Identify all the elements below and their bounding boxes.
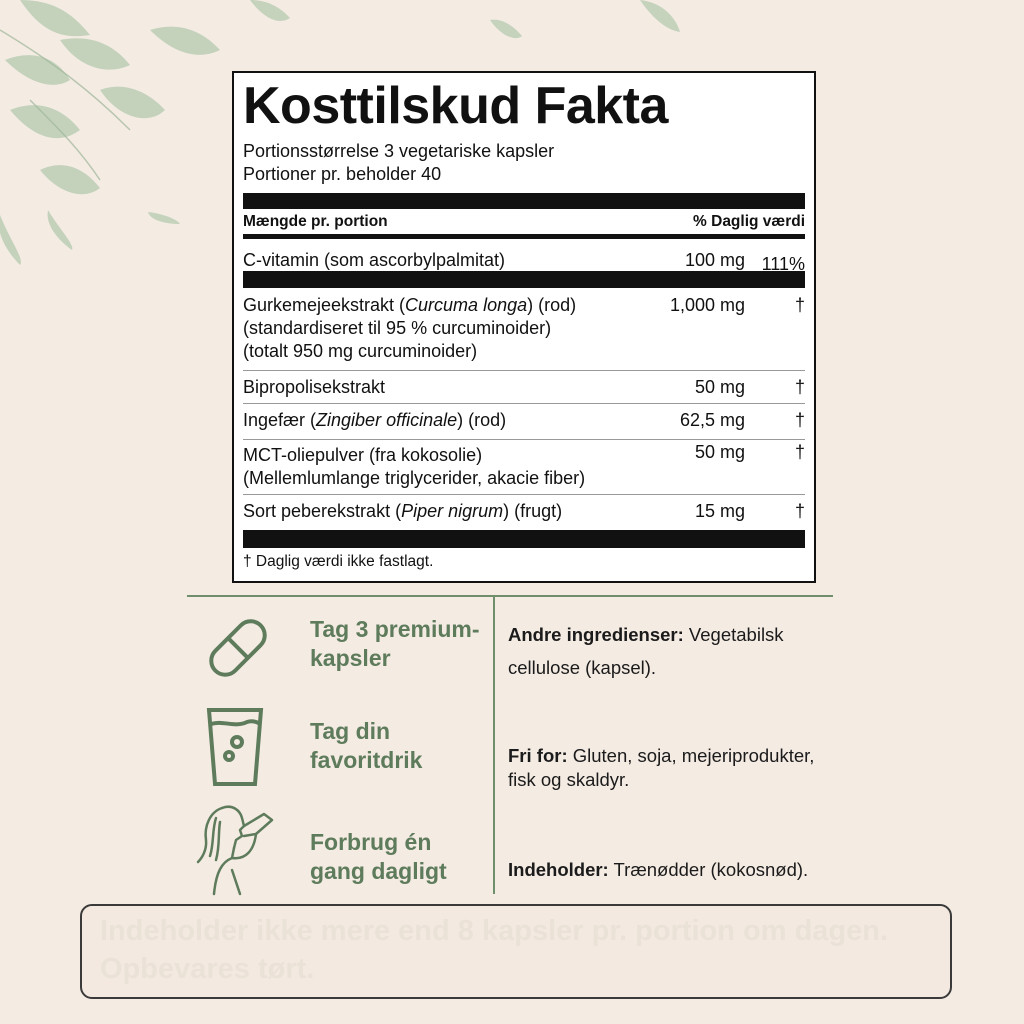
nutrient-name: Gurkemejeekstrakt (Curcuma longa) (rod) (standardiseret til 95 % curcuminoider) (totalt 950 mg curcuminoider) xyxy=(243,295,577,361)
divider-bar xyxy=(243,193,805,209)
nutrient-dv: † xyxy=(794,410,805,430)
divider-bar xyxy=(243,530,805,548)
nutrient-row-mct xyxy=(243,440,805,495)
nutrient-dv: † xyxy=(794,501,805,521)
nutrient-dv: 111% xyxy=(761,254,805,274)
nutrient-name: MCT-oliepulver (fra kokosolie) (Mellemlumlange triglycerider, akacie fiber) xyxy=(243,445,586,488)
header-amount: Mængde pr. portion xyxy=(243,213,388,230)
step-take-drink: Tag din favoritdrik xyxy=(310,718,423,773)
nutrient-amount: 50 mg xyxy=(694,377,745,397)
nutrient-name: Bipropolisekstrakt xyxy=(243,377,386,397)
supplement-facts-panel xyxy=(232,71,816,583)
notice-text: Indeholder ikke mere end 8 kapsler pr. portion om dagen. Opbevares tørt. xyxy=(100,915,889,985)
capsule-icon xyxy=(200,610,276,686)
nutrient-name: C-vitamin (som ascorbylpalmitat) xyxy=(243,250,506,270)
nutrient-dv: † xyxy=(794,377,805,397)
servings-per-container: Portioner pr. beholder 40 xyxy=(243,164,442,184)
nutrient-row-turmeric xyxy=(243,288,805,371)
free-from: Fri for: Gluten, soja, mejeriprodukter, fisk og skaldyr. xyxy=(508,745,815,790)
step-take-capsules: Tag 3 premium- kapsler xyxy=(310,616,480,671)
nutrient-row-propolis xyxy=(243,371,805,404)
nutrient-row-vitamin-c xyxy=(243,239,805,274)
column-divider xyxy=(493,596,495,894)
facts-title: Kosttilskud Fakta xyxy=(243,77,668,135)
other-ingredients: Andre ingredienser: Vegetabilsk cellulose (kapsel). xyxy=(508,624,784,678)
header-daily-value: % Daglig værdi xyxy=(693,213,805,230)
nutrient-row-ginger xyxy=(243,404,805,440)
nutrient-amount: 15 mg xyxy=(694,501,745,521)
glass-icon xyxy=(205,706,265,788)
nutrient-amount: 62,5 mg xyxy=(679,410,745,430)
woman-drinking-icon xyxy=(192,800,292,896)
step-consume-daily: Forbrug én gang dagligt xyxy=(310,829,447,884)
allergen-contains: Indeholder: Trænødder (kokosnød). xyxy=(508,859,809,880)
section-divider xyxy=(187,595,833,597)
notice-box xyxy=(80,904,952,999)
nutrient-amount: 1,000 mg xyxy=(669,295,745,315)
facts-header-row xyxy=(243,209,805,234)
nutrient-dv: † xyxy=(794,442,805,462)
nutrient-row-black-pepper xyxy=(243,495,805,530)
nutrient-amount: 50 mg xyxy=(694,442,745,462)
nutrient-name: Ingefær (Zingiber officinale) (rod) xyxy=(243,410,507,430)
serving-size: Portionsstørrelse 3 vegetariske kapsler xyxy=(243,141,555,161)
footnote: † Daglig værdi ikke fastlagt. xyxy=(243,553,434,570)
divider-bar xyxy=(243,271,805,288)
nutrient-name: Sort peberekstrakt (Piper nigrum) (frugt) xyxy=(243,501,563,521)
nutrient-dv: † xyxy=(794,295,805,315)
nutrient-amount: 100 mg xyxy=(684,250,745,270)
